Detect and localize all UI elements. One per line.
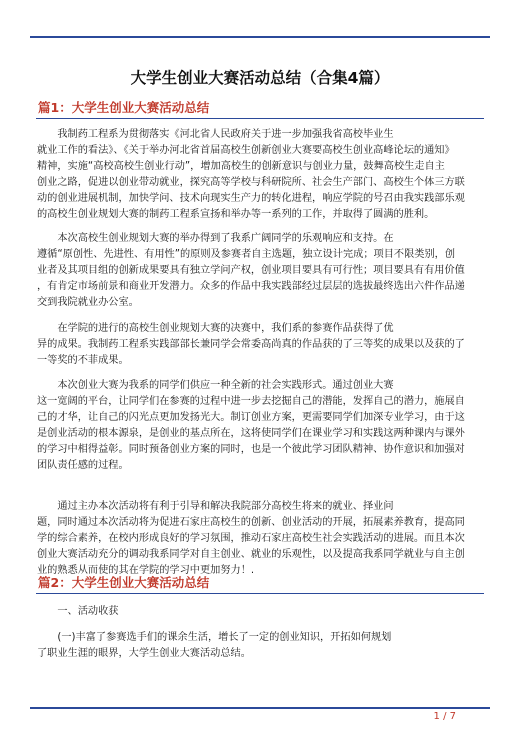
paragraph: 本次创业大赛为我系的同学们供应一种全新的社会实践形式。通过创业大赛 这一宽阔的平台，让同学们在参赛的过程中进一步去挖掘自己的潜能，发挥自己的潜力，施展自 己的才华，让自己的闪光点更加发扬光大。制订创业方案，更需要同学们加深专业学习，由于这 是创业活动的根本源泉，是创业的基点所在，这将使同学们在课业学习和实践这两种课内与课外 的学习中相得益彰。同时预备创业方案的同时，也是一个彼此学习团队精神、协作意识和加强对 团队责任感的过程。 [37,380,465,471]
page-number: 1 / 7 [433,711,456,722]
document-title: 大学生创业大赛活动总结（合集4篇） [130,69,390,87]
paragraph: 我制药工程系为贯彻落实《河北省人民政府关于进一步加强我省高校毕业生 就业工作的看法》、《关于举办河北省首届高校生创新创业大赛要高校生创业高峰论坛的通知》 精神，实施“高校高校生创业行动”，增加高校生的创新意识与创业力量，鼓舞高校生走自主 创业之路，促进以创业带动就业，探究高等学校与科研院所、社会生产部门、高校生个体三方联 动的创业进展机制，加快学问、技术向现实生产力的转化进程，响应学院的号召由我实践部乐观 的高校生创业规划大赛的制药工程系宣扬和举办等一系列的工作，并取得了圆满的胜利。 [37,129,465,220]
footer-rule [30,707,490,709]
section-heading-1: 篇1：大学生创业大赛活动总结 [38,100,210,115]
header-rule [30,36,490,38]
paragraph: 在学院的进行的高校生创业规划大赛的决赛中，我们系的参赛作品获得了优 异的成果。我制药工程系实践部部长兼同学会常委高尚真的作品获的了三等奖的成果以及获的了 一等奖的不菲成果。 [37,323,465,366]
section-heading-2: 篇2：大学生创业大赛活动总结 [38,575,210,590]
paragraph: (一)丰富了参赛选手们的课余生活，增长了一定的创业知识，开拓如何规划 了职业生涯的眼界，大学生创业大赛活动总结。 [37,632,392,659]
section-divider-2 [36,593,484,594]
paragraph: 一、活动收获 [37,606,119,617]
paragraph: 通过主办本次活动将有利于引导和解决我院部分高校生将来的就业、择业问 题，同时通过本次活动将为促进石家庄高校生的创新、创业活动的开展，拓展素养教育，提高同 学的综合素养，在校内形成良好的学习氛围，推动石家庄高校生社会实践活动的进展。而且本次 创业大赛活动充分的调动我系同学对自主创业、就业的乐观性，以及提高我系同学就业与自主创 业的熟悉从而使的其在学院的学习中更加努力！. [37,501,465,576]
paragraph: 本次高校生创业规划大赛的举办得到了我系广阔同学的乐观响应和支持。在 遵循“原创性、先进性、有用性”的原则及参赛者自主选题，独立设计完成；项目不限类别，创 业者及其项目组的创新成果要具有独立学问产权，创业项目要具有可行性；项目要具有有用价值 ，有肯定市场前景和商业开发潜力。众多的作品中我实践部经过层层的选拔最终选出六件作品递 交到我院就业办公室。 [37,233,465,308]
section-divider-1 [36,118,484,119]
